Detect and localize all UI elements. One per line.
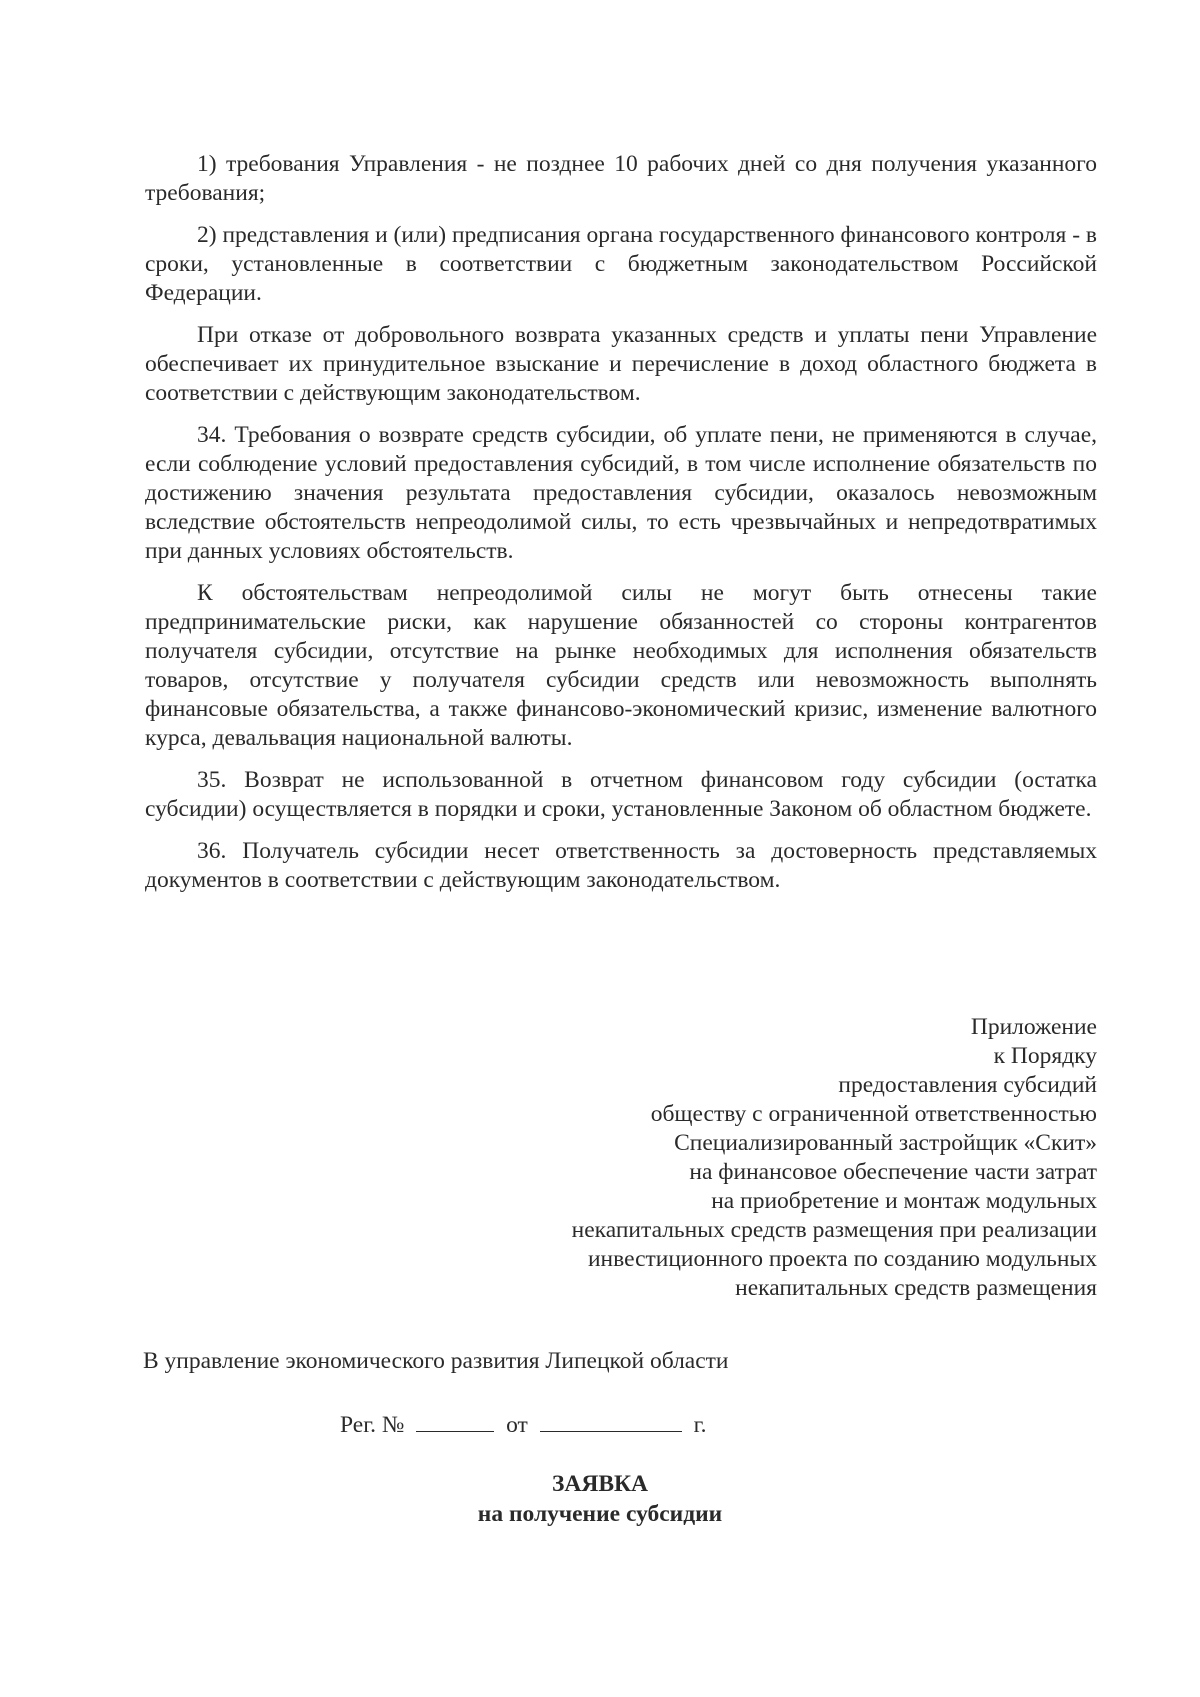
body-text — [145, 150, 1097, 908]
appendix-header — [397, 1013, 1097, 1303]
appendix-line: некапитальных средств размещения — [735, 1275, 1097, 1301]
paragraph-35: 35. Возврат не использованной в отчетном финансовом году субсидии (остатка субсидии) осуществляется в порядки и сроки, установленные Законом об областном бюджете. — [145, 767, 1097, 822]
appendix-line: некапитальных средств размещения при реализации — [571, 1217, 1097, 1243]
paragraph-34: 34. Требования о возврате средств субсидии, об уплате пени, не применяются в случае, если соблюдение условий предоставления субсидий, в том числе исполнение обязательств по достижению значения результата предоставления субсидии, оказалось невозможным вследствие обстоятельств непреодолимой силы, то есть чрезвычайных и непредотвратимых при данных условиях обстоятельств. — [145, 422, 1097, 564]
registration-prefix: Рег. № — [340, 1412, 405, 1438]
registration-middle: от — [506, 1412, 528, 1438]
paragraph-control-deadline: 2) представления и (или) предписания органа государственного финансового контроля - в сроки, установленные в соответствии с бюджетным законодательством Российской Федерации. — [145, 222, 1097, 306]
application-title-block — [0, 1469, 1200, 1529]
appendix-line: Приложение — [970, 1014, 1097, 1040]
addressee: В управление экономического развития Липецкой области — [143, 1348, 729, 1374]
appendix-line: Специализированный застройщик «Скит» — [674, 1130, 1097, 1156]
registration-suffix: г. — [693, 1412, 707, 1438]
paragraph-36: 36. Получатель субсидии несет ответственность за достоверность представляемых документов в соответствии с действующим законодательством. — [145, 838, 1097, 893]
registration-line — [340, 1409, 706, 1440]
application-title: ЗАЯВКА — [551, 1471, 649, 1497]
paragraph-force-majeure: К обстоятельствам непреодолимой силы не могут быть отнесены такие предпринимательские риски, как нарушение обязанностей со стороны контрагентов получателя субсидии, отсутствие на рынке необходимых для исполнения обязательств товаров, отсутствие у получателя субсидии средств или невозможность выполнять финансовые обязательства, а также финансово-экономический кризис, изменение валютного курса, девальвация национальной валюты. — [145, 580, 1097, 751]
application-subtitle: на получение субсидии — [477, 1501, 723, 1527]
appendix-line: на финансовое обеспечение части затрат — [689, 1159, 1097, 1185]
registration-date-blank — [540, 1409, 682, 1432]
appendix-line: обществу с ограниченной ответственностью — [650, 1101, 1097, 1127]
appendix-line: на приобретение и монтаж модульных — [711, 1188, 1097, 1214]
paragraph-requirement-deadline: 1) требования Управления - не позднее 10 рабочих дней со дня получения указанного требования; — [145, 151, 1097, 206]
appendix-line: предоставления субсидий — [838, 1072, 1097, 1098]
registration-number-blank — [416, 1409, 494, 1432]
paragraph-forced-recovery: При отказе от добровольного возврата указанных средств и уплаты пени Управление обеспечивает их принудительное взыскание и перечисление в доход областного бюджета в соответствии с действующим законодательством. — [145, 322, 1097, 406]
appendix-line: к Порядку — [993, 1043, 1097, 1069]
appendix-line: инвестиционного проекта по созданию модульных — [587, 1246, 1097, 1272]
